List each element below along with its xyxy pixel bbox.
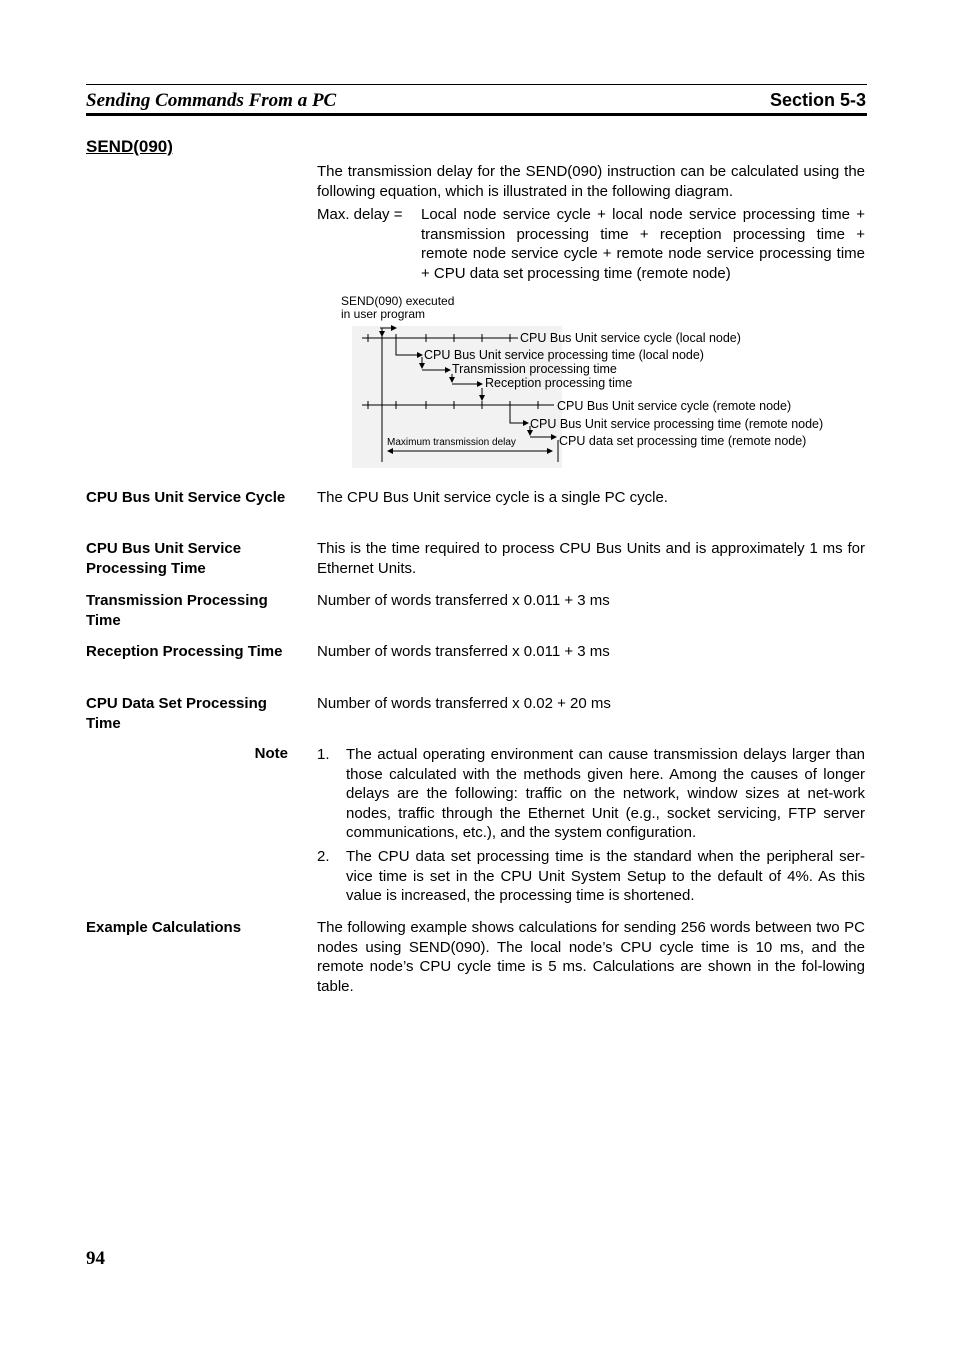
label-reception-processing: Reception processing time	[485, 376, 633, 390]
page-number: 94	[86, 1248, 105, 1269]
def-cpu-data-set: Number of words transferred x 0.02 + 20 ms	[317, 695, 611, 712]
timing-diagram	[330, 290, 860, 470]
label-remote-service-cycle: CPU Bus Unit service cycle (remote node)	[557, 399, 792, 413]
term-service-processing: CPU Bus Unit Service Processing Time	[86, 540, 242, 577]
term-reception-processing: Reception Processing Time	[86, 643, 283, 660]
section-heading: SEND(090)	[86, 137, 173, 156]
def-reception-processing: Number of words transferred x 0.011 + 3 ms	[317, 643, 610, 660]
term-service-cycle: CPU Bus Unit Service Cycle	[86, 489, 286, 506]
label-cpu-data-set-processing: CPU data set processing time (remote node)	[559, 434, 807, 448]
term-transmission-processing: Transmission Processing Time	[86, 592, 268, 629]
equation-label: Max. delay =	[317, 206, 403, 223]
note-item-1-number: 1.	[317, 746, 330, 763]
label-max-transmission-delay: Maximum transmission delay	[387, 437, 516, 448]
note-item-2-number: 2.	[317, 848, 330, 865]
diagram-top-label-1: SEND(090) executed	[341, 294, 455, 308]
term-cpu-data-set: CPU Data Set Processing Time	[86, 695, 267, 732]
diagram-top-label-2: in user program	[341, 307, 426, 321]
note-label: Note	[254, 745, 288, 762]
label-transmission-processing: Transmission processing time	[452, 362, 617, 376]
term-example-calculations: Example Calculations	[86, 919, 242, 936]
running-header-title: Sending Commands From a PC	[86, 90, 337, 111]
equation-text: Local node service cycle + local node service processing time + transmission processing time + reception processing time + remote node service cycle + remote node service processing time + CPU data set processing time (remote node)	[421, 206, 865, 282]
intro-paragraph: The transmission delay for the SEND(090) instruction can be calculated using the following equation, which is illustrated in the following diagram.	[317, 163, 865, 200]
def-transmission-processing: Number of words transferred x 0.011 + 3 ms	[317, 592, 610, 609]
label-remote-service-processing: CPU Bus Unit service processing time (remote node)	[530, 417, 824, 431]
label-local-service-cycle: CPU Bus Unit service cycle (local node)	[520, 331, 741, 345]
example-paragraph: The following example shows calculations for sending 256 words between two PC nodes using SEND(090). The local node’s CPU cycle time is 10 ms, and the remote node’s CPU cycle time is 5 ms. Calculations are shown in the fol-lowing table.	[317, 919, 865, 995]
def-service-processing: This is the time required to process CPU Bus Units and is approximately 1 ms for Ethernet Units.	[317, 540, 865, 577]
header-rule-bottom	[86, 113, 867, 116]
note-item-1-text: The actual operating environment can cause transmission delays larger than those calculated with the methods given here. Among the causes of longer delays are the following: traffic on the network, window sizes at net-work nodes, traffic through the Ethernet Unit (e.g., socket servicing, FTP server communications, etc.), and the system configuration.	[346, 746, 865, 841]
running-header-section: Section 5-3	[769, 90, 866, 110]
note-item-2-text: The CPU data set processing time is the standard when the peripheral ser-vice time is set in the CPU Unit System Setup to the default of 4%. As this value is increased, the processing time is shortened.	[346, 848, 865, 904]
def-service-cycle: The CPU Bus Unit service cycle is a single PC cycle.	[317, 489, 668, 506]
header-rule-top	[86, 84, 867, 85]
label-local-service-processing: CPU Bus Unit service processing time (local node)	[424, 348, 704, 362]
